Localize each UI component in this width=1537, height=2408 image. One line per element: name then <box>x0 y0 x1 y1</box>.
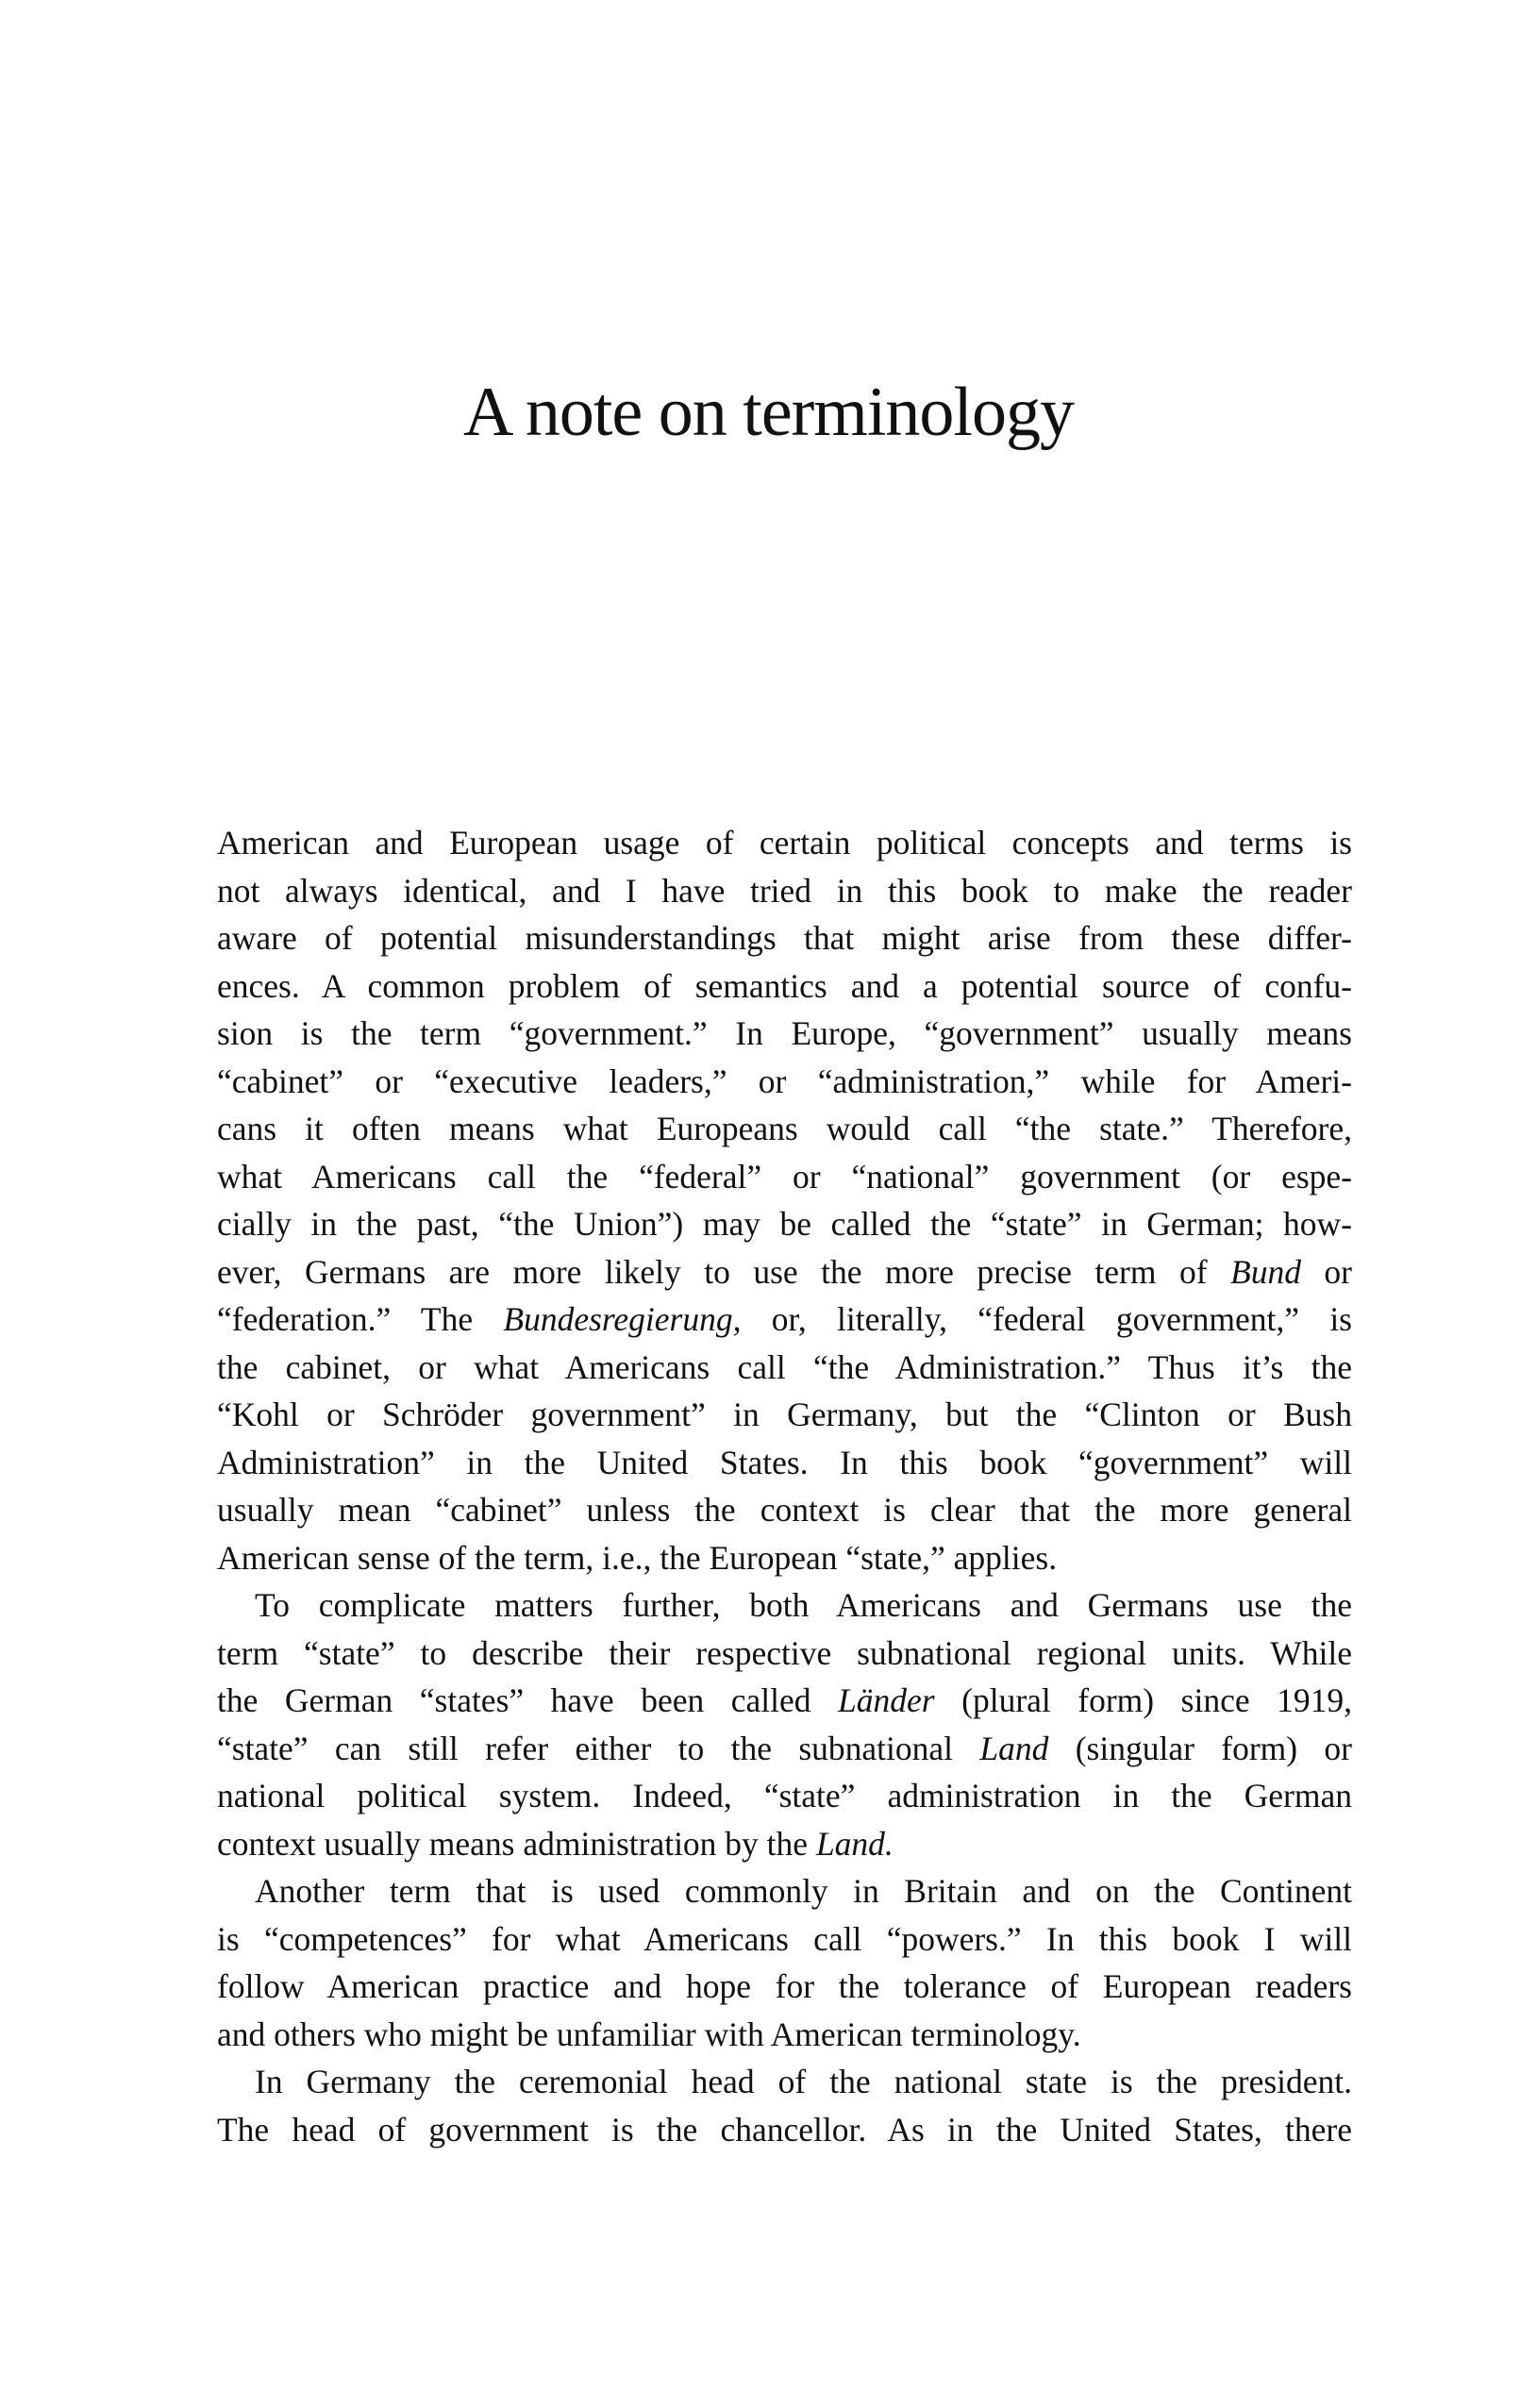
text-line <box>217 1344 1352 1392</box>
text-run: To complicate matters further, both Americans and Germans use the <box>255 1586 1352 1624</box>
text-line <box>217 1820 1352 1868</box>
text-run: not always identical, and I have tried in this book to make the reader <box>217 871 1352 910</box>
text-run: Administration” in the United States. In this book “government” will <box>217 1443 1352 1481</box>
body-text <box>217 819 1352 2153</box>
text-run: or, literally, “federal government,” is <box>741 1300 1353 1338</box>
text-run: (singular form) or <box>1048 1729 1353 1767</box>
italic-term: Land. <box>815 1824 894 1863</box>
text-run: The head of government is the chancellor. As in the United States, there <box>217 2110 1352 2149</box>
text-run: “Kohl or Schröder government” in Germany, but the “Clinton or Bush <box>217 1396 1352 1433</box>
text-line <box>217 819 1352 867</box>
text-line <box>217 1105 1352 1153</box>
text-run: what Americans call the “federal” or “national” government (or espe- <box>217 1157 1352 1196</box>
text-run: and others who might be unfamiliar with American terminology. <box>217 2015 1081 2053</box>
text-line <box>217 1296 1352 1344</box>
text-run: cans it often means what Europeans would call “the state.” Therefore, <box>217 1110 1352 1147</box>
text-line <box>217 867 1352 915</box>
text-line <box>217 1391 1352 1439</box>
text-run: the German “states” have been called <box>217 1681 839 1719</box>
text-line <box>217 2011 1352 2059</box>
text-line <box>217 1486 1352 1534</box>
italic-term: Länder <box>838 1681 935 1719</box>
text-run: In Germany the ceremonial head of the national state is the president. <box>255 2063 1352 2100</box>
text-line <box>217 2106 1352 2154</box>
text-run: Another term that is used commonly in Britain and on the Continent <box>255 1872 1352 1910</box>
text-run: cially in the past, “the Union”) may be called the “state” in German; how- <box>217 1205 1352 1243</box>
text-line <box>217 1581 1352 1630</box>
text-line <box>217 1248 1352 1296</box>
text-run: the cabinet, or what Americans call “the Administration.” Thus it’s the <box>217 1347 1352 1386</box>
text-line <box>217 1772 1352 1820</box>
text-line <box>217 1630 1352 1678</box>
text-run: context usually means administration by the <box>217 1824 816 1863</box>
text-run: American sense of the term, i.e., the European “state,” applies. <box>217 1538 1058 1577</box>
text-run: American and European usage of certain political concepts and terms is <box>217 824 1352 861</box>
text-line <box>217 1153 1352 1201</box>
text-line <box>217 1867 1352 1915</box>
text-run: ever, Germans are more likely to use the more precise term of <box>217 1252 1231 1291</box>
text-run: or <box>1300 1252 1353 1291</box>
text-line <box>217 1058 1352 1106</box>
text-run: is “competences” for what Americans call “powers.” In this book I will <box>217 1919 1352 1958</box>
text-run: (plural form) since 1919, <box>934 1681 1352 1719</box>
text-run: national political system. Indeed, “state” administration in the German <box>217 1777 1352 1814</box>
text-line <box>217 1677 1352 1725</box>
italic-term: Bundesregierung, <box>503 1300 742 1338</box>
text-line <box>217 914 1352 962</box>
text-run: usually mean “cabinet” unless the context is clear that the more general <box>217 1491 1352 1529</box>
text-line <box>217 2058 1352 2106</box>
text-line <box>217 1534 1352 1582</box>
text-line <box>217 1200 1352 1248</box>
text-line <box>217 962 1352 1011</box>
text-run: ences. A common problem of semantics and a potential source of confu- <box>217 966 1352 1005</box>
text-line <box>217 1439 1352 1487</box>
text-run: term “state” to describe their respective subnational regional units. While <box>217 1633 1352 1672</box>
italic-term: Land <box>979 1729 1049 1767</box>
text-line <box>217 1963 1352 2011</box>
italic-term: Bund <box>1230 1252 1301 1291</box>
text-run: “state” can still refer either to the subnational <box>217 1729 980 1767</box>
text-line <box>217 1915 1352 1964</box>
page-title: A note on terminology <box>463 374 1074 451</box>
text-run: sion is the term “government.” In Europe, “government” usually means <box>217 1014 1352 1052</box>
text-run: “cabinet” or “executive leaders,” or “administration,” while for Ameri- <box>217 1062 1352 1100</box>
text-line <box>217 1010 1352 1058</box>
text-run: aware of potential misunderstandings that might arise from these differ- <box>217 919 1352 957</box>
text-run: follow American practice and hope for the tolerance of European readers <box>217 1967 1352 2005</box>
text-line <box>217 1725 1352 1773</box>
text-run: “federation.” The <box>217 1300 504 1338</box>
